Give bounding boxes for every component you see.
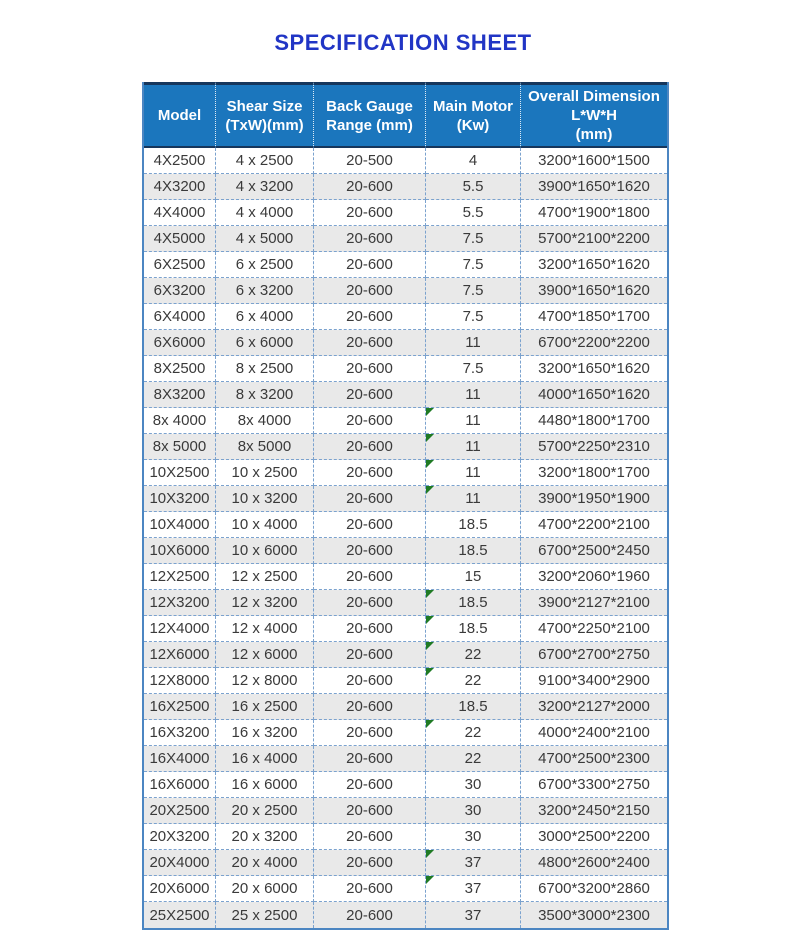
column-header-main_motor [426, 82, 521, 148]
gauge-cell: 20-600 [314, 304, 426, 330]
table-row [144, 174, 667, 200]
shear-cell: 12 x 2500 [216, 564, 314, 590]
column-header-line: L*W*H [571, 107, 617, 124]
dims-cell: 3200*1600*1500 [521, 148, 667, 174]
gauge-cell: 20-600 [314, 746, 426, 772]
column-header-line: (Kw) [456, 116, 490, 134]
model-cell: 10X4000 [144, 512, 216, 538]
table-header-row [144, 82, 667, 148]
table-header [144, 82, 667, 148]
motor-cell: 22 [426, 720, 521, 746]
gauge-cell: 20-600 [314, 226, 426, 252]
motor-cell: 30 [426, 772, 521, 798]
model-cell: 20X6000 [144, 876, 216, 902]
shear-cell: 10 x 4000 [216, 512, 314, 538]
comment-flag-icon [426, 668, 434, 676]
dims-cell: 3200*2450*2150 [521, 798, 667, 824]
table-row [144, 434, 667, 460]
motor-cell: 18.5 [426, 590, 521, 616]
motor-cell: 11 [426, 382, 521, 408]
shear-cell: 12 x 6000 [216, 642, 314, 668]
model-cell: 6X4000 [144, 304, 216, 330]
motor-cell: 18.5 [426, 538, 521, 564]
gauge-cell: 20-600 [314, 850, 426, 876]
dims-cell: 3200*2127*2000 [521, 694, 667, 720]
gauge-cell: 20-600 [314, 200, 426, 226]
dims-cell: 6700*3200*2860 [521, 876, 667, 902]
gauge-cell: 20-600 [314, 486, 426, 512]
gauge-cell: 20-600 [314, 824, 426, 850]
dims-cell: 4700*2200*2100 [521, 512, 667, 538]
column-header-shear_size [216, 82, 314, 148]
motor-cell: 18.5 [426, 616, 521, 642]
model-cell: 16X3200 [144, 720, 216, 746]
column-header-line: Back Gauge [326, 97, 413, 115]
column-header-line: Overall Dimension [528, 88, 660, 105]
motor-cell: 30 [426, 824, 521, 850]
table-row [144, 226, 667, 252]
table-row [144, 668, 667, 694]
shear-cell: 20 x 4000 [216, 850, 314, 876]
comment-flag-icon [426, 434, 434, 442]
comment-flag-icon [426, 408, 434, 416]
shear-cell: 10 x 3200 [216, 486, 314, 512]
gauge-cell: 20-600 [314, 512, 426, 538]
model-cell: 8x 4000 [144, 408, 216, 434]
dims-cell: 9100*3400*2900 [521, 668, 667, 694]
motor-cell: 7.5 [426, 304, 521, 330]
dims-cell: 4000*2400*2100 [521, 720, 667, 746]
model-cell: 6X3200 [144, 278, 216, 304]
motor-cell: 18.5 [426, 694, 521, 720]
shear-cell: 4 x 4000 [216, 200, 314, 226]
shear-cell: 20 x 6000 [216, 876, 314, 902]
motor-cell: 11 [426, 408, 521, 434]
dims-cell: 4700*1850*1700 [521, 304, 667, 330]
shear-cell: 12 x 3200 [216, 590, 314, 616]
gauge-cell: 20-600 [314, 460, 426, 486]
gauge-cell: 20-600 [314, 876, 426, 902]
table-row [144, 798, 667, 824]
comment-flag-icon [426, 850, 434, 858]
table-body [144, 148, 667, 928]
motor-cell: 18.5 [426, 512, 521, 538]
dims-cell: 3200*1800*1700 [521, 460, 667, 486]
gauge-cell: 20-600 [314, 382, 426, 408]
table-row [144, 356, 667, 382]
gauge-cell: 20-600 [314, 694, 426, 720]
table-row [144, 408, 667, 434]
shear-cell: 20 x 2500 [216, 798, 314, 824]
shear-cell: 8x 4000 [216, 408, 314, 434]
dims-cell: 3200*1650*1620 [521, 252, 667, 278]
motor-cell: 37 [426, 902, 521, 928]
motor-cell: 4 [426, 148, 521, 174]
shear-cell: 6 x 6000 [216, 330, 314, 356]
dims-cell: 5700*2100*2200 [521, 226, 667, 252]
motor-cell: 11 [426, 460, 521, 486]
table-row [144, 382, 667, 408]
shear-cell: 8 x 2500 [216, 356, 314, 382]
model-cell: 6X2500 [144, 252, 216, 278]
motor-cell: 5.5 [426, 174, 521, 200]
dims-cell: 4700*2500*2300 [521, 746, 667, 772]
column-header-line: (mm) [575, 126, 613, 143]
model-cell: 6X6000 [144, 330, 216, 356]
table-row [144, 850, 667, 876]
shear-cell: 16 x 4000 [216, 746, 314, 772]
dims-cell: 3200*1650*1620 [521, 356, 667, 382]
table-row [144, 278, 667, 304]
shear-cell: 20 x 3200 [216, 824, 314, 850]
dims-cell: 4480*1800*1700 [521, 408, 667, 434]
model-cell: 16X4000 [144, 746, 216, 772]
shear-cell: 4 x 2500 [216, 148, 314, 174]
table-row [144, 252, 667, 278]
model-cell: 12X6000 [144, 642, 216, 668]
table-row [144, 616, 667, 642]
table-row [144, 876, 667, 902]
model-cell: 8X3200 [144, 382, 216, 408]
model-cell: 12X2500 [144, 564, 216, 590]
page-title: SPECIFICATION SHEET [274, 30, 532, 55]
gauge-cell: 20-600 [314, 408, 426, 434]
dims-cell: 4800*2600*2400 [521, 850, 667, 876]
dims-cell: 3900*1650*1620 [521, 174, 667, 200]
gauge-cell: 20-600 [314, 798, 426, 824]
model-cell: 12X8000 [144, 668, 216, 694]
motor-cell: 11 [426, 330, 521, 356]
gauge-cell: 20-600 [314, 356, 426, 382]
shear-cell: 25 x 2500 [216, 902, 314, 928]
table-row [144, 200, 667, 226]
motor-cell: 11 [426, 434, 521, 460]
shear-cell: 6 x 2500 [216, 252, 314, 278]
dims-cell: 4700*2250*2100 [521, 616, 667, 642]
model-cell: 16X2500 [144, 694, 216, 720]
table-row [144, 902, 667, 928]
table-row [144, 330, 667, 356]
motor-cell: 7.5 [426, 226, 521, 252]
dims-cell: 6700*2700*2750 [521, 642, 667, 668]
table-row [144, 148, 667, 174]
gauge-cell: 20-600 [314, 174, 426, 200]
column-header-model [144, 82, 216, 148]
comment-flag-icon [426, 876, 434, 884]
model-cell: 4X5000 [144, 226, 216, 252]
shear-cell: 4 x 5000 [216, 226, 314, 252]
model-cell: 12X4000 [144, 616, 216, 642]
model-cell: 10X2500 [144, 460, 216, 486]
dims-cell: 6700*2200*2200 [521, 330, 667, 356]
dims-cell: 6700*3300*2750 [521, 772, 667, 798]
shear-cell: 10 x 6000 [216, 538, 314, 564]
shear-cell: 10 x 2500 [216, 460, 314, 486]
motor-cell: 11 [426, 486, 521, 512]
gauge-cell: 20-600 [314, 668, 426, 694]
gauge-cell: 20-600 [314, 252, 426, 278]
gauge-cell: 20-600 [314, 538, 426, 564]
motor-cell: 15 [426, 564, 521, 590]
table-row [144, 746, 667, 772]
dims-cell: 3000*2500*2200 [521, 824, 667, 850]
model-cell: 20X4000 [144, 850, 216, 876]
gauge-cell: 20-600 [314, 720, 426, 746]
model-cell: 10X6000 [144, 538, 216, 564]
dims-cell: 3500*3000*2300 [521, 902, 667, 928]
gauge-cell: 20-600 [314, 616, 426, 642]
model-cell: 25X2500 [144, 902, 216, 928]
gauge-cell: 20-600 [314, 330, 426, 356]
column-header-line: (TxW)(mm) [225, 116, 304, 134]
model-cell: 16X6000 [144, 772, 216, 798]
dims-cell: 3900*2127*2100 [521, 590, 667, 616]
motor-cell: 22 [426, 668, 521, 694]
motor-cell: 22 [426, 746, 521, 772]
comment-flag-icon [426, 720, 434, 728]
motor-cell: 37 [426, 850, 521, 876]
model-cell: 8X2500 [144, 356, 216, 382]
column-header-line: Shear Size [226, 97, 303, 115]
table-row [144, 642, 667, 668]
table-row [144, 460, 667, 486]
column-header-line: Main Motor [433, 97, 513, 115]
motor-cell: 7.5 [426, 278, 521, 304]
model-cell: 10X3200 [144, 486, 216, 512]
model-cell: 4X2500 [144, 148, 216, 174]
gauge-cell: 20-500 [314, 148, 426, 174]
shear-cell: 12 x 4000 [216, 616, 314, 642]
gauge-cell: 20-600 [314, 590, 426, 616]
gauge-cell: 20-600 [314, 278, 426, 304]
comment-flag-icon [426, 460, 434, 468]
motor-cell: 30 [426, 798, 521, 824]
shear-cell: 16 x 2500 [216, 694, 314, 720]
model-cell: 20X3200 [144, 824, 216, 850]
dims-cell: 4000*1650*1620 [521, 382, 667, 408]
dims-cell: 3200*2060*1960 [521, 564, 667, 590]
column-header-line: Range (mm) [326, 116, 413, 134]
model-cell: 20X2500 [144, 798, 216, 824]
dims-cell: 3900*1950*1900 [521, 486, 667, 512]
shear-cell: 6 x 3200 [216, 278, 314, 304]
shear-cell: 4 x 3200 [216, 174, 314, 200]
motor-cell: 7.5 [426, 356, 521, 382]
motor-cell: 5.5 [426, 200, 521, 226]
table-row [144, 694, 667, 720]
comment-flag-icon [426, 616, 434, 624]
dims-cell: 3900*1650*1620 [521, 278, 667, 304]
specification-table [142, 82, 669, 930]
column-header-back_gauge [314, 82, 426, 148]
shear-cell: 16 x 6000 [216, 772, 314, 798]
table-row [144, 304, 667, 330]
model-cell: 4X4000 [144, 200, 216, 226]
gauge-cell: 20-600 [314, 902, 426, 928]
table-row [144, 512, 667, 538]
gauge-cell: 20-600 [314, 564, 426, 590]
column-header-line: Model [157, 107, 202, 124]
dims-cell: 6700*2500*2450 [521, 538, 667, 564]
shear-cell: 6 x 4000 [216, 304, 314, 330]
comment-flag-icon [426, 590, 434, 598]
dims-cell: 5700*2250*2310 [521, 434, 667, 460]
motor-cell: 22 [426, 642, 521, 668]
motor-cell: 37 [426, 876, 521, 902]
shear-cell: 8 x 3200 [216, 382, 314, 408]
shear-cell: 16 x 3200 [216, 720, 314, 746]
shear-cell: 12 x 8000 [216, 668, 314, 694]
table-row [144, 538, 667, 564]
gauge-cell: 20-600 [314, 772, 426, 798]
table-row [144, 564, 667, 590]
column-header-overall_dimension [521, 82, 667, 148]
table-row [144, 824, 667, 850]
dims-cell: 4700*1900*1800 [521, 200, 667, 226]
comment-flag-icon [426, 642, 434, 650]
shear-cell: 8x 5000 [216, 434, 314, 460]
motor-cell: 7.5 [426, 252, 521, 278]
model-cell: 4X3200 [144, 174, 216, 200]
gauge-cell: 20-600 [314, 642, 426, 668]
table-row [144, 772, 667, 798]
table-row [144, 720, 667, 746]
model-cell: 12X3200 [144, 590, 216, 616]
gauge-cell: 20-600 [314, 434, 426, 460]
comment-flag-icon [426, 486, 434, 494]
model-cell: 8x 5000 [144, 434, 216, 460]
table-row [144, 590, 667, 616]
table-row [144, 486, 667, 512]
